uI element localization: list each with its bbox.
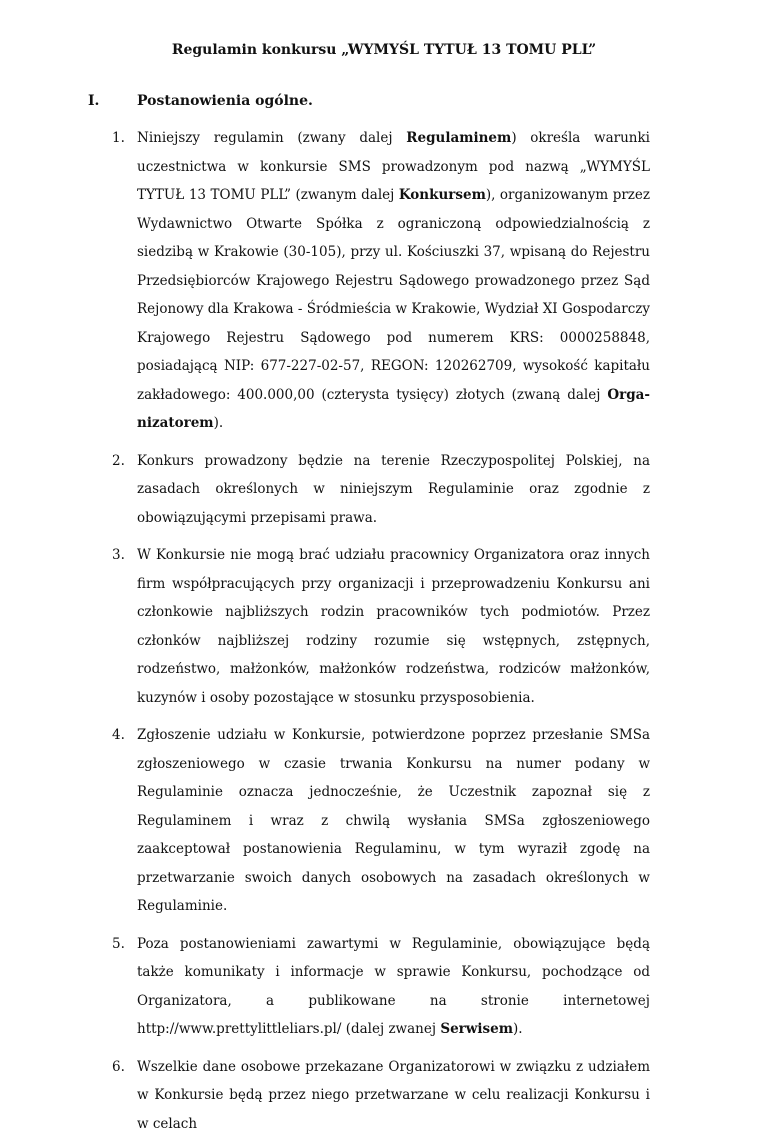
list-item [112,1053,650,1139]
item-number: 4. [112,727,125,743]
item-number: 1. [112,130,125,146]
item-text: Wszelkie dane osobowe przekazane Organizatorowi w związku z udziałem w Konkursie będą przez niego przetwarzane w celu realizacji Konkursu i w celach [137,1058,650,1132]
bold-term: Organizatorem [137,386,650,431]
item-number: 6. [112,1058,125,1075]
item-number: 3. [112,547,125,563]
list-item [112,721,650,921]
item-text: Konkurs prowadzony będzie na terenie Rzeczypospolitej Polskiej, na zasadach określonych w niniejszym Regulaminie oraz zgodnie z obowiązującymi przepisami prawa. [137,452,650,526]
list-item [112,447,650,533]
item-number: 2. [112,452,125,469]
bold-term: Serwisem [440,1021,514,1037]
bold-term: Konkursem [398,187,486,203]
list-item [112,124,650,438]
section-title: Postanowienia ogólne. [137,93,313,109]
item-text: Poza postanowieniami zawartymi w Regulaminie, obowiązujące będą także komunikaty i informacje w sprawie Konkursu, pochodzące od Organizatora, a publikowane na stronie internetowej http://www.prettylittleliars.pl/ (dalej zwanej Serwisem). [137,935,650,1037]
section-number: I. [88,93,100,109]
item-text: Niniejszy regulamin (zwany dalej Regulaminem) określa warunki uczestnictwa w konkursie SMS prowadzonym pod nazwą „WYMYŚL TYTUŁ 13 TOMU PLL” (zwanym dalej Konkursem), organizowanym przez Wydawnictwo Otwarte Spółka z ograniczoną odpowiedzialnością z siedzibą w Krakowie (30-105), przy ul. Kościuszki 37, wpisaną do Rejestru Przedsiębiorców Krajowego Rejestru Sądowego prowadzonego przez Sąd Rejonowy dla Krakowa - Śródmieścia w Krakowie, Wydział XI Gospodarczy Krajowego Rejestru Sądowego pod numerem KRS: 0000258848, posiadającą NIP: 677-227-02-57, REGON: 120262709, wysokość kapitału zakładowego: 400.000,00 (czterysta tysięcy) złotych (zwaną dalej Organizatorem). [137,130,651,431]
list-item [112,930,650,1044]
item-number: 5. [112,935,125,952]
item-text: Zgłoszenie udziału w Konkursie, potwierdzone poprzez przesłanie SMSa zgłoszeniowego w czasie trwania Konkursu na numer podany w Regulaminie oznacza jednocześnie, że Uczestnik zapoznał się z Regulaminem i wraz z chwilą wysłania SMSa zgłoszeniowego zaakceptował postanowienia Regulaminu, w tym wyraził zgodę na przetwarzanie swoich danych osobowych na zasadach określonych w Regulaminie. [137,727,650,914]
list-item [112,541,650,712]
item-text: W Konkursie nie mogą brać udziału pracownicy Organizatora oraz innych firm współpracujących przy organizacji i przeprowadzeniu Konkursu ani członkowie najbliższych rodzin pracowników tych podmiotów. Przez członków najbliższej rodziny rozumie się wstępnych, zstępnych, rodzeństwo, małżonków, małżonków rodzeństwa, rodziców małżonków, kuzynów i osoby pozostające w stosunku przysposobienia. [137,547,650,706]
document-title: Regulamin konkursu „WYMYŚL TYTUŁ 13 TOMU PLL” [171,42,597,58]
bold-term: Regulaminem [406,130,512,146]
